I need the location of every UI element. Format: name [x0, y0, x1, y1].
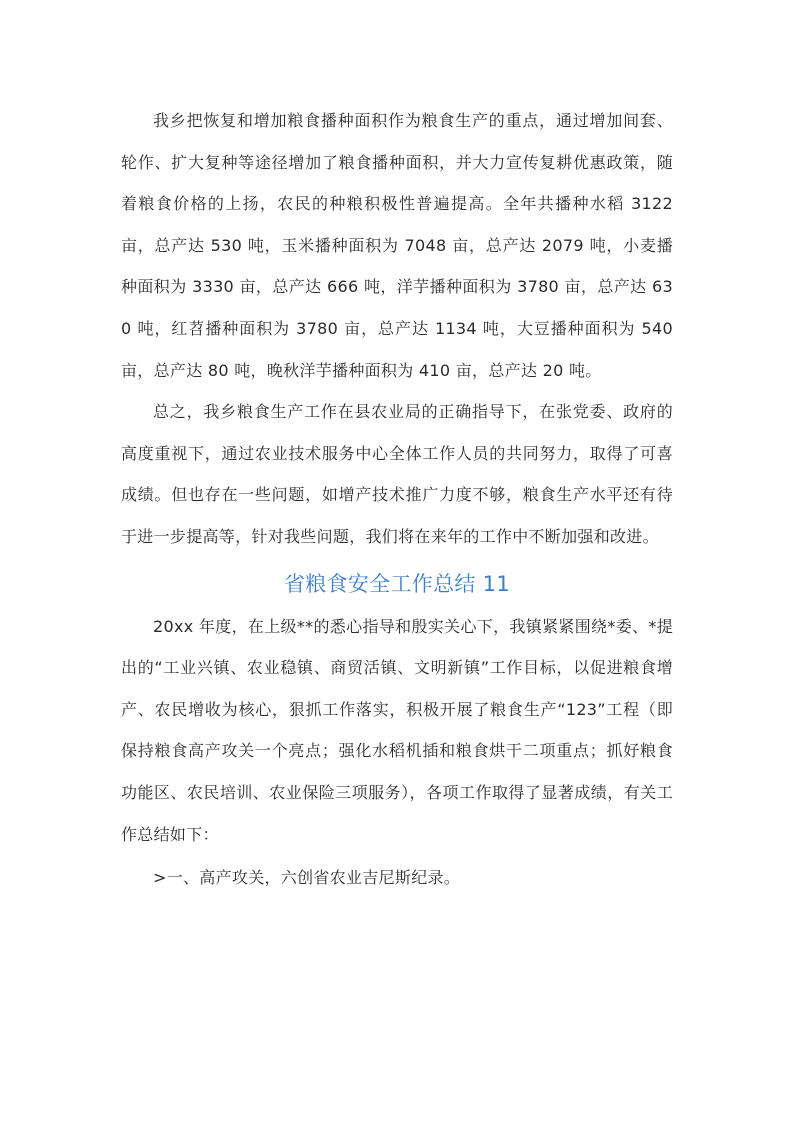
paragraph-summary: 总之，我乡粮食生产工作在县农业局的正确指导下，在张党委、政府的高度重视下，通过农业技术服务中心全体工作人员的共同努力，取得了可喜成绩。但也存在一些问题，如增产技术推广力度不够，粮食生产水平还有待于进一步提高等，针对我些问题，我们将在来年的工作中不断加强和改进。	[121, 402, 673, 546]
paragraph-annual-overview: 20xx 年度，在上级**的悉心指导和殷实关心下，我镇紧紧围绕*委、*提出的“工业兴镇、农业稳镇、商贸活镇、文明新镇”工作目标，以促进粮食增产、农民增收为核心，狠抓工作落实，积极开展了粮食生产“123”工程（即保持粮食高产攻关一个亮点；强化水稻机插和粮食烘干二项重点；抓好粮食功能区、农民培训、农业保险三项服务），各项工作取得了显著成绩，有关工作总结如下：	[121, 616, 673, 844]
document-page	[121, 100, 673, 899]
section-title: 省粮食安全工作总结 11	[284, 571, 510, 596]
paragraph-grain-planting: 我乡把恢复和增加粮食播种面积作为粮食生产的重点，通过增加间套、轮作、扩大复种等途径增加了粮食播种面积，并大力宣传复耕优惠政策，随着粮食价格的上扬，农民的种粮积极性普遍提高。全年共播种水稻 3122 亩，总产达 530 吨，玉米播种面积为 7048 亩，总产达 2079 吨，小麦播种面积为 3330 亩，总产达 666 吨，洋芋播种面积为 3780 亩，总产达 630 吨，红苕播种面积为 3780 亩，总产达 1134 吨，大豆播种面积为 540 亩，总产达 80 吨，晚秋洋芋播种面积为 410 亩，总产达 20 吨。	[121, 111, 673, 380]
paragraph-subheading-one: >一、高产攻关，六创省农业吉尼斯纪录。	[153, 868, 461, 888]
